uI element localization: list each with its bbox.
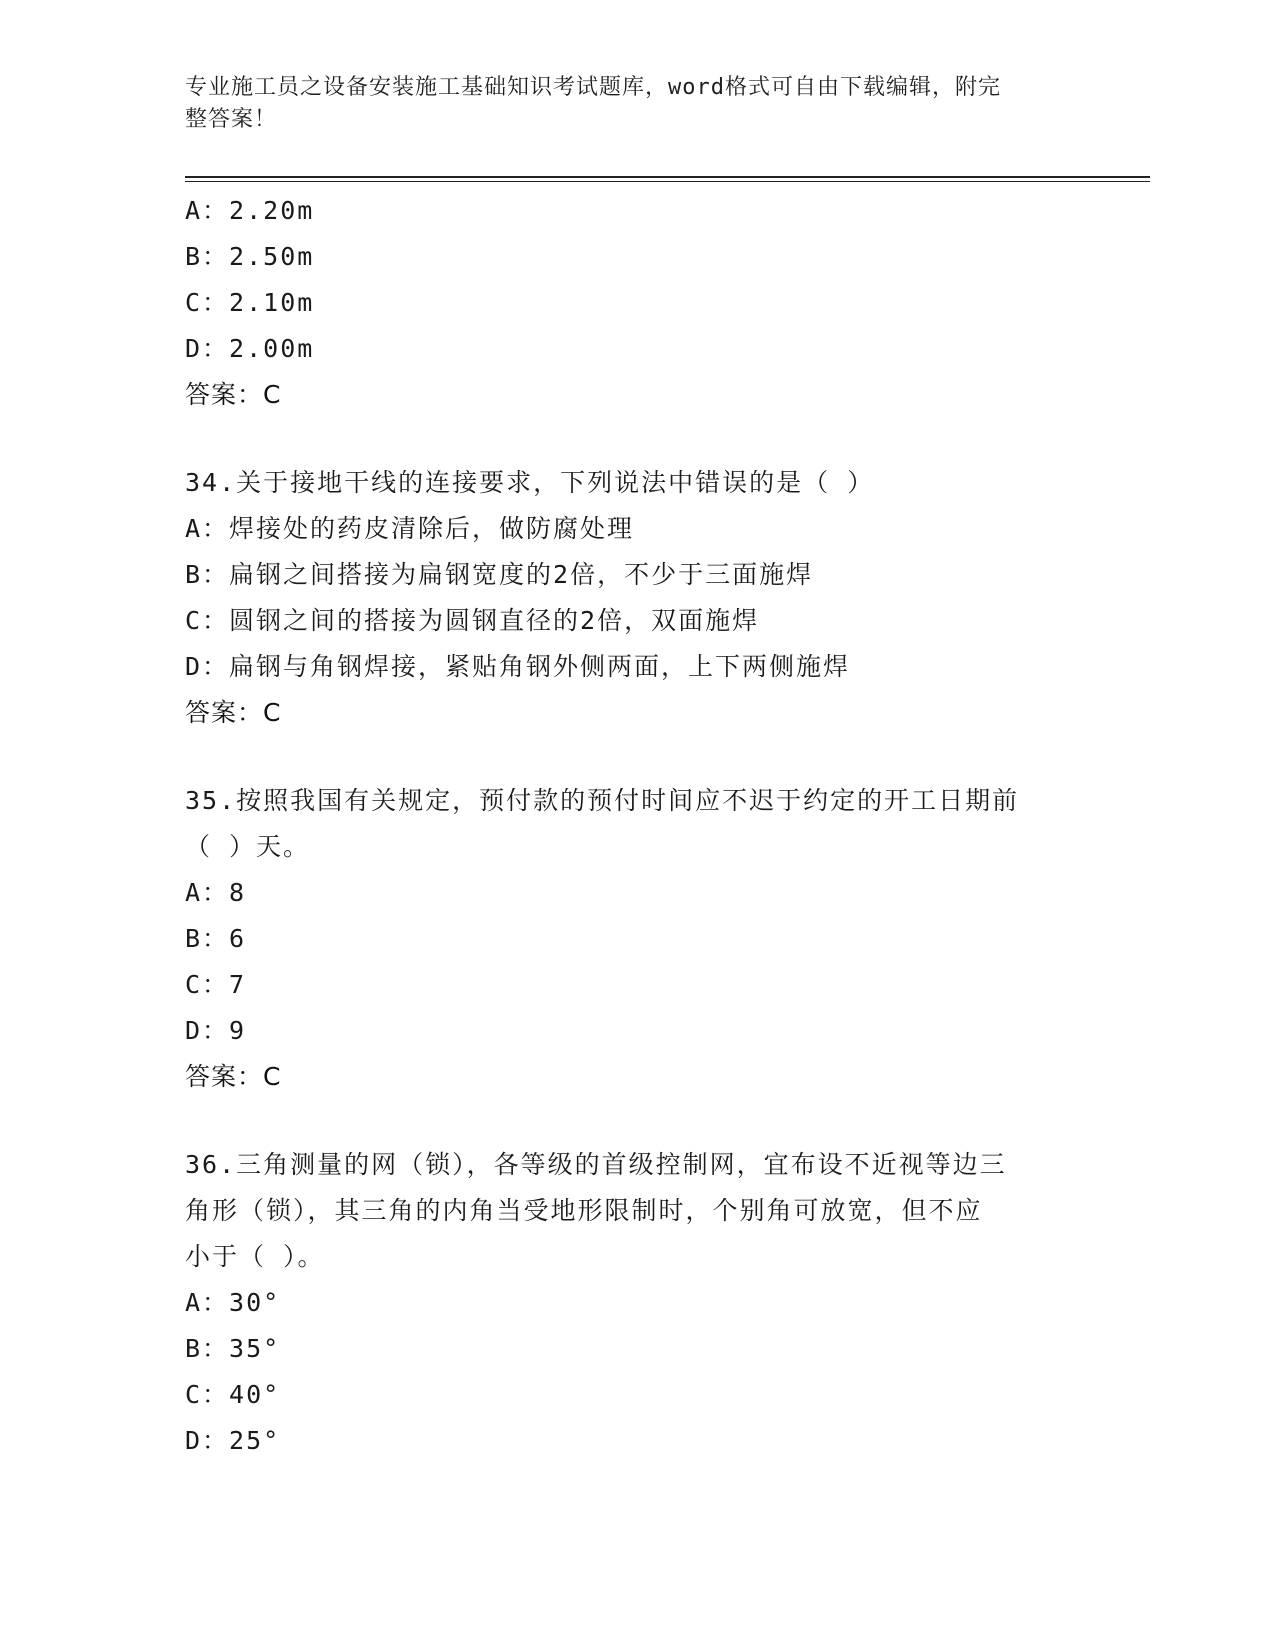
option-a: A：8 bbox=[185, 878, 247, 907]
question-content bbox=[185, 188, 1085, 1464]
header-line-2: 整答案！ bbox=[185, 107, 278, 132]
answer-line: 答案：C bbox=[185, 1062, 282, 1091]
option-b: B：35° bbox=[185, 1334, 281, 1363]
option-c: C：40° bbox=[185, 1380, 281, 1409]
option-a: A：2.20m bbox=[185, 196, 315, 225]
option-d: D：25° bbox=[185, 1426, 281, 1455]
spacer bbox=[185, 736, 1085, 778]
header-line-1: 专业施工员之设备安装施工基础知识考试题库，word格式可自由下载编辑，附完 bbox=[185, 75, 1001, 100]
question-text-line: 34.关于接地干线的连接要求，下列说法中错误的是（ ） bbox=[185, 468, 875, 497]
option-b: B：扁钢之间搭接为扁钢宽度的2倍，不少于三面施焊 bbox=[185, 560, 814, 589]
header-divider-thin bbox=[185, 181, 1150, 182]
document-header bbox=[185, 72, 1065, 136]
option-b: B：2.50m bbox=[185, 242, 315, 271]
option-c: C：7 bbox=[185, 970, 247, 999]
option-d: D：9 bbox=[185, 1016, 247, 1045]
answer-line: 答案：C bbox=[185, 698, 282, 727]
option-a: A：30° bbox=[185, 1288, 281, 1317]
option-c: C：圆钢之间的搭接为圆钢直径的2倍，双面施焊 bbox=[185, 606, 760, 635]
question-text-line: 角形（锁），其三角的内角当受地形限制时，个别角可放宽，但不应 bbox=[185, 1196, 983, 1225]
question-text-line: 35.按照我国有关规定，预付款的预付时间应不迟于约定的开工日期前 bbox=[185, 786, 1020, 815]
option-a: A：焊接处的药皮清除后，做防腐处理 bbox=[185, 514, 635, 543]
option-d: D：扁钢与角钢焊接，紧贴角钢外侧两面，上下两侧施焊 bbox=[185, 652, 851, 681]
question-text-line: 36.三角测量的网（锁），各等级的首级控制网，宜布设不近视等边三 bbox=[185, 1150, 1007, 1179]
question-block-36 bbox=[185, 1142, 1085, 1464]
spacer bbox=[185, 1100, 1085, 1142]
option-b: B：6 bbox=[185, 924, 247, 953]
question-block-33 bbox=[185, 188, 1085, 418]
question-block-34 bbox=[185, 460, 1085, 736]
question-block-35 bbox=[185, 778, 1085, 1100]
question-text-line: 小于（ ）。 bbox=[185, 1242, 325, 1271]
answer-line: 答案：C bbox=[185, 380, 282, 409]
question-text-line: （ ）天。 bbox=[185, 832, 311, 861]
spacer bbox=[185, 418, 1085, 460]
option-d: D：2.00m bbox=[185, 334, 315, 363]
option-c: C：2.10m bbox=[185, 288, 315, 317]
header-divider-thick bbox=[185, 176, 1150, 178]
